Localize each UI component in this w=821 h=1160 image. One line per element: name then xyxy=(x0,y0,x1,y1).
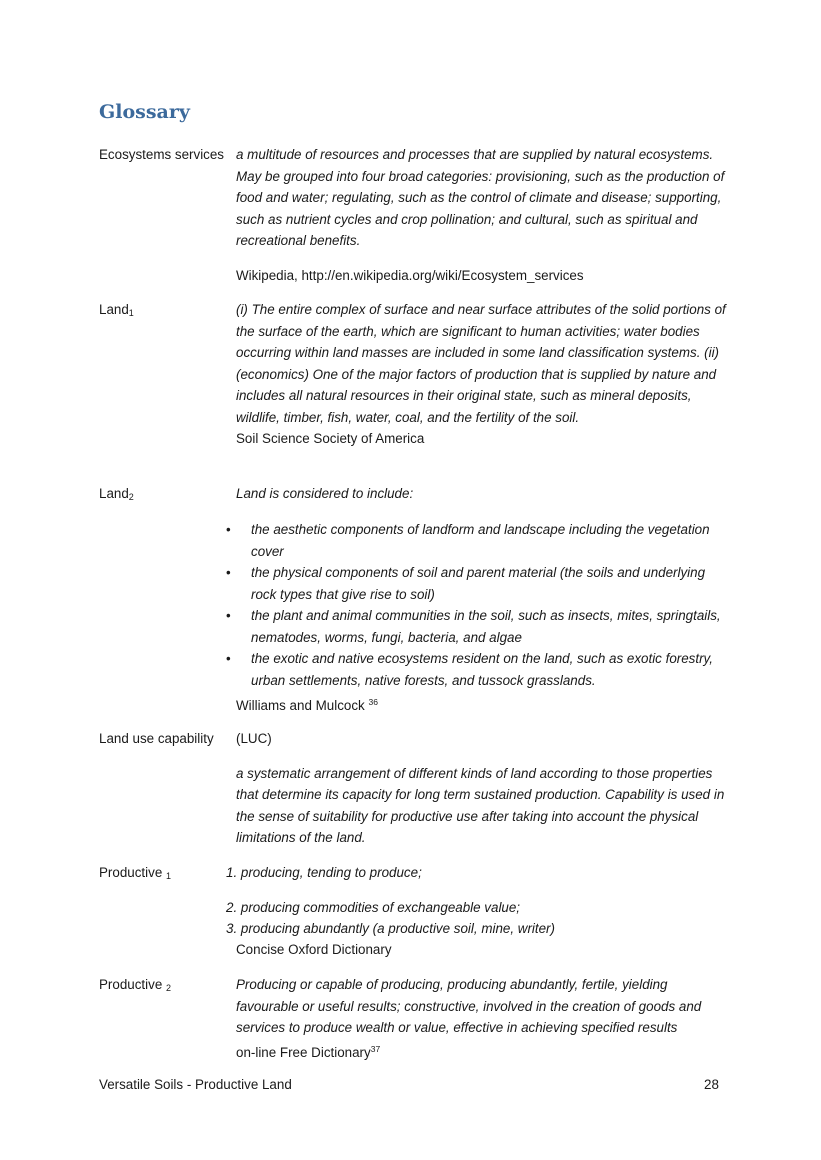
definition-source: Soil Science Society of America xyxy=(236,431,425,446)
definition-source: on-line Free Dictionary$^{37}$ xyxy=(236,1043,381,1060)
definition-text: Producing or capable of producing, producing abundantly, fertile, yielding favourable or useful results; constructive, involved in the creation of goods and services to produce wealth or value, effective in achieving specified results xyxy=(236,977,702,1035)
glossary-term: Land$_2$ xyxy=(99,486,134,502)
bullet-icon: • xyxy=(226,608,231,623)
term-subscript: 2 xyxy=(128,492,134,502)
definition-source: Concise Oxford Dictionary xyxy=(236,942,392,957)
glossary-term: Land use capability xyxy=(99,731,214,746)
glossary-definition xyxy=(236,144,726,286)
bullet-icon: • xyxy=(226,651,231,666)
list-item: 3. producing abundantly (a productive soil, mine, writer) xyxy=(226,921,555,936)
list-item: • the exotic and native ecosystems resident on the land, such as exotic forestry, urban settlements, native forests, and tussock grasslands. xyxy=(222,648,722,691)
bullet-icon: • xyxy=(226,522,231,537)
term-subscript: 1 xyxy=(166,871,172,881)
list-item: • the plant and animal communities in the soil, such as insects, mites, springtails, nematodes, worms, fungi, bacteria, and algae xyxy=(222,605,722,648)
bullet-icon: • xyxy=(226,565,231,580)
page-title: Glossary xyxy=(99,101,190,123)
list-item: 2. producing commodities of exchangeable value; xyxy=(226,899,521,915)
term-subscript: 2 xyxy=(166,983,172,993)
list-item: 1. producing, tending to produce; xyxy=(226,865,422,880)
glossary-term: Productive $_2$ xyxy=(99,977,172,993)
glossary-definition xyxy=(236,483,726,505)
definition-text: (i) The entire complex of surface and near surface attributes of the solid portions of the surface of the earth, which are significant to human activities; water bodies occurring within land masses are included in some land classification systems. (ii) (economics) One of the major factors of production that is supplied by nature and includes all natural resources in their original state, such as mineral deposits, wildlife, timber, fish, water, coal, and the fertility of the soil. xyxy=(236,302,726,425)
definition-intro: Land is considered to include: xyxy=(236,486,414,501)
glossary-definition xyxy=(236,974,726,1063)
term-subscript: 1 xyxy=(128,308,134,318)
definition-source: Williams and Mulcock $^{36}$ xyxy=(236,697,378,713)
footnote-ref: 36 xyxy=(368,697,378,707)
definition-text: a multitude of resources and processes that are supplied by natural ecosystems. May be grouped into four broad categories: provisioning, such as the production of food and water; regulating, such as the control of climate and disease; supporting, such as nutrient cycles and crop pollination; and cultural, such as spiritual and recreational benefits. xyxy=(236,147,725,248)
definition-source: Wikipedia, http://en.wikipedia.org/wiki/Ecosystem_services xyxy=(236,267,584,283)
glossary-definition xyxy=(236,728,726,849)
glossary-definition xyxy=(236,299,726,450)
definition-text: a systematic arrangement of different kinds of land according to those properties that determine its capacity for long term sustained production. Capability is used in the sense of suitability for productive use after taking into account the physical limitations of the land. xyxy=(236,765,725,845)
page-number: 28 xyxy=(704,1077,719,1092)
land-components-list xyxy=(222,519,722,691)
definition-abbreviation: (LUC) xyxy=(236,731,272,746)
footnote-ref: 37 xyxy=(370,1043,381,1054)
list-item: • the physical components of soil and parent material (the soils and underlying rock types that give rise to soil) xyxy=(222,562,722,605)
glossary-term: Productive $_1$ xyxy=(99,865,172,881)
list-item: • the aesthetic components of landform and landscape including the vegetation cover xyxy=(222,519,722,562)
glossary-term: Ecosystems services xyxy=(99,147,225,162)
footer-document-title: Versatile Soils - Productive Land xyxy=(99,1077,292,1092)
productive-meanings-list xyxy=(226,862,726,940)
glossary-term: Land$_1$ xyxy=(99,302,134,318)
